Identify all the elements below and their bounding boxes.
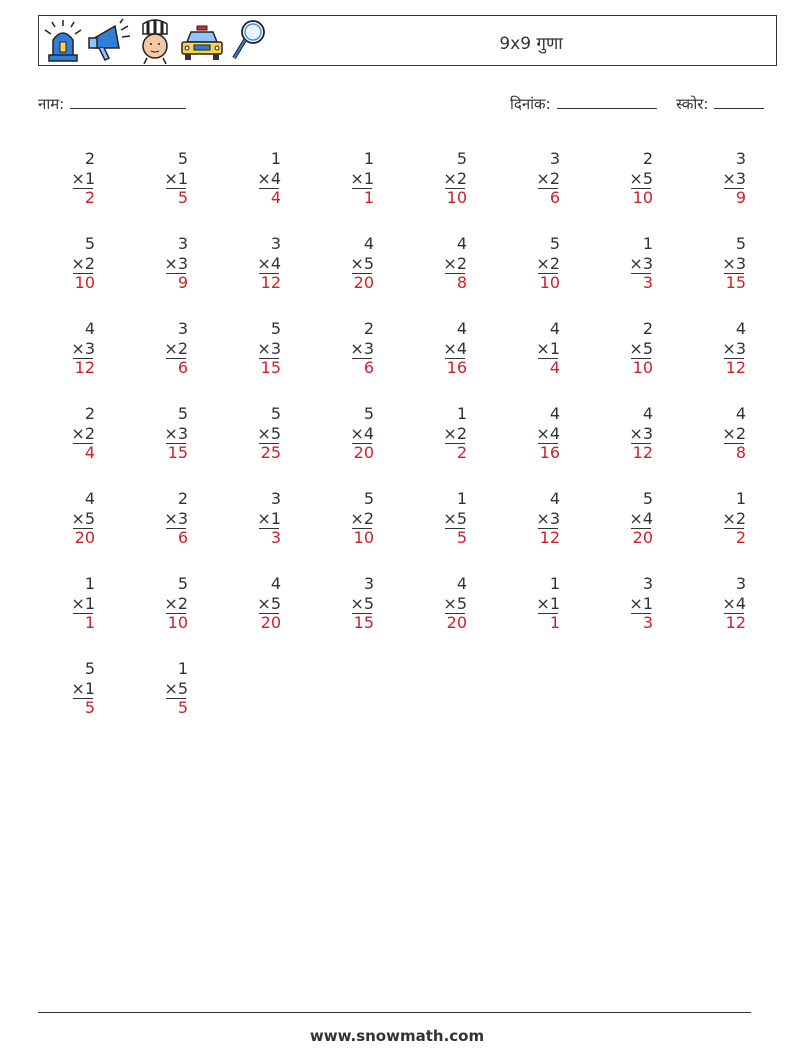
answer: 4 xyxy=(549,358,560,377)
multiplier: ×3 xyxy=(164,423,188,443)
problem-item xyxy=(508,234,560,293)
answer: 3 xyxy=(642,613,653,632)
multiplicand: 1 xyxy=(549,574,560,593)
multiplicand: 3 xyxy=(735,149,746,168)
problem-item xyxy=(43,489,95,548)
multiplicand: 4 xyxy=(270,574,281,593)
multiplier: ×2 xyxy=(536,253,560,273)
multiplicand: 2 xyxy=(84,404,95,423)
answer: 10 xyxy=(74,273,95,292)
multiplier: ×4 xyxy=(443,338,467,358)
multiplier: ×2 xyxy=(443,253,467,273)
problem-item xyxy=(136,149,188,208)
problem-item xyxy=(229,149,281,208)
multiplicand: 4 xyxy=(456,574,467,593)
problem-item xyxy=(136,489,188,548)
answer: 1 xyxy=(363,188,374,207)
problem-item xyxy=(415,319,467,378)
multiplier: ×1 xyxy=(71,593,95,613)
multiplicand: 5 xyxy=(363,404,374,423)
answer: 3 xyxy=(642,273,653,292)
multiplicand: 1 xyxy=(177,659,188,678)
multiplier: ×1 xyxy=(71,678,95,698)
answer: 12 xyxy=(260,273,281,292)
multiplicand: 4 xyxy=(363,234,374,253)
answer: 10 xyxy=(353,528,374,547)
multiplier: ×5 xyxy=(350,253,374,273)
problem-item xyxy=(601,319,653,378)
multiplier: ×4 xyxy=(629,508,653,528)
multiplicand: 3 xyxy=(363,574,374,593)
multiplier: ×3 xyxy=(350,338,374,358)
multiplier: ×3 xyxy=(71,338,95,358)
multiplier: ×2 xyxy=(71,423,95,443)
multiplicand: 2 xyxy=(84,149,95,168)
answer: 25 xyxy=(260,443,281,462)
multiplicand: 5 xyxy=(270,404,281,423)
multiplicand: 2 xyxy=(642,149,653,168)
multiplier: ×1 xyxy=(71,168,95,188)
answer: 16 xyxy=(539,443,560,462)
answer: 20 xyxy=(260,613,281,632)
problem-item xyxy=(415,489,467,548)
multiplicand: 3 xyxy=(642,574,653,593)
answer: 4 xyxy=(84,443,95,462)
problem-item xyxy=(694,574,746,633)
multiplicand: 4 xyxy=(549,404,560,423)
multiplier: ×3 xyxy=(629,423,653,443)
answer: 12 xyxy=(74,358,95,377)
multiplier: ×2 xyxy=(443,423,467,443)
multiplier: ×1 xyxy=(536,338,560,358)
answer: 12 xyxy=(632,443,653,462)
multiplicand: 5 xyxy=(363,489,374,508)
answer: 10 xyxy=(632,188,653,207)
answer: 20 xyxy=(353,273,374,292)
answer: 6 xyxy=(549,188,560,207)
answer: 12 xyxy=(725,613,746,632)
problem-item xyxy=(694,234,746,293)
multiplier: ×5 xyxy=(71,508,95,528)
problem-item xyxy=(136,574,188,633)
multiplier: ×2 xyxy=(722,508,746,528)
problem-item xyxy=(508,404,560,463)
answer: 8 xyxy=(735,443,746,462)
multiplicand: 5 xyxy=(735,234,746,253)
answer: 2 xyxy=(735,528,746,547)
multiplier: ×1 xyxy=(164,168,188,188)
multiplicand: 4 xyxy=(456,319,467,338)
problem-item xyxy=(322,319,374,378)
multiplier: ×3 xyxy=(164,253,188,273)
multiplier: ×4 xyxy=(257,168,281,188)
multiplicand: 1 xyxy=(456,489,467,508)
problem-item xyxy=(43,404,95,463)
multiplicand: 4 xyxy=(84,319,95,338)
answer: 16 xyxy=(446,358,467,377)
multiplicand: 3 xyxy=(270,489,281,508)
multiplier: ×4 xyxy=(350,423,374,443)
answer: 20 xyxy=(353,443,374,462)
name-label: नाम: xyxy=(38,95,65,113)
multiplicand: 2 xyxy=(363,319,374,338)
multiplier: ×2 xyxy=(443,168,467,188)
problem-item xyxy=(601,404,653,463)
multiplier: ×1 xyxy=(629,593,653,613)
answer: 10 xyxy=(446,188,467,207)
multiplicand: 3 xyxy=(735,574,746,593)
problem-item xyxy=(694,319,746,378)
footer-url[interactable]: www.snowmath.com xyxy=(309,1027,485,1045)
problem-item xyxy=(508,574,560,633)
multiplicand: 3 xyxy=(177,319,188,338)
multiplicand: 4 xyxy=(84,489,95,508)
answer: 9 xyxy=(735,188,746,207)
problem-item xyxy=(508,149,560,208)
answer: 15 xyxy=(353,613,374,632)
problem-item xyxy=(136,319,188,378)
multiplier: ×3 xyxy=(629,253,653,273)
multiplier: ×5 xyxy=(164,678,188,698)
multiplier: ×5 xyxy=(257,593,281,613)
multiplicand: 4 xyxy=(642,404,653,423)
problem-item xyxy=(508,489,560,548)
answer: 6 xyxy=(177,358,188,377)
multiplicand: 1 xyxy=(270,149,281,168)
multiplier: ×5 xyxy=(443,508,467,528)
problem-item xyxy=(415,574,467,633)
problem-item xyxy=(229,489,281,548)
problem-item xyxy=(415,404,467,463)
problem-item xyxy=(229,319,281,378)
problem-item xyxy=(694,489,746,548)
multiplier: ×5 xyxy=(350,593,374,613)
problem-item xyxy=(601,234,653,293)
problem-item xyxy=(136,404,188,463)
problem-item xyxy=(322,489,374,548)
problem-item xyxy=(229,234,281,293)
multiplier: ×5 xyxy=(629,168,653,188)
answer: 10 xyxy=(632,358,653,377)
multiplicand: 2 xyxy=(642,319,653,338)
answer: 15 xyxy=(725,273,746,292)
multiplicand: 3 xyxy=(177,234,188,253)
multiplicand: 4 xyxy=(456,234,467,253)
date-label: दिनांक: xyxy=(510,95,551,113)
answer: 20 xyxy=(632,528,653,547)
answer: 12 xyxy=(725,358,746,377)
problem-item xyxy=(601,149,653,208)
problem-item xyxy=(601,489,653,548)
multiplier: ×1 xyxy=(536,593,560,613)
answer: 5 xyxy=(84,698,95,717)
multiplicand: 5 xyxy=(84,659,95,678)
multiplicand: 4 xyxy=(735,404,746,423)
problem-item xyxy=(322,149,374,208)
multiplier: ×2 xyxy=(536,168,560,188)
multiplicand: 5 xyxy=(84,234,95,253)
worksheet-title: 9x9 गुणा xyxy=(499,34,563,54)
multiplicand: 5 xyxy=(549,234,560,253)
multiplier: ×1 xyxy=(257,508,281,528)
problem-item xyxy=(322,234,374,293)
answer: 3 xyxy=(270,528,281,547)
answer: 2 xyxy=(456,443,467,462)
multiplicand: 1 xyxy=(456,404,467,423)
answer: 9 xyxy=(177,273,188,292)
multiplicand: 3 xyxy=(270,234,281,253)
problem-item xyxy=(43,319,95,378)
multiplier: ×3 xyxy=(536,508,560,528)
problem-item xyxy=(136,659,188,718)
problem-item xyxy=(43,234,95,293)
multiplier: ×5 xyxy=(257,423,281,443)
multiplicand: 3 xyxy=(549,149,560,168)
problem-item xyxy=(136,234,188,293)
multiplier: ×4 xyxy=(536,423,560,443)
multiplier: ×2 xyxy=(71,253,95,273)
problem-item xyxy=(415,234,467,293)
multiplicand: 4 xyxy=(549,489,560,508)
multiplicand: 2 xyxy=(177,489,188,508)
multiplier: ×4 xyxy=(722,593,746,613)
multiplier: ×5 xyxy=(629,338,653,358)
multiplier: ×5 xyxy=(443,593,467,613)
problem-item xyxy=(322,404,374,463)
answer: 2 xyxy=(84,188,95,207)
answer: 8 xyxy=(456,273,467,292)
multiplicand: 1 xyxy=(363,149,374,168)
problem-item xyxy=(508,319,560,378)
multiplier: ×1 xyxy=(350,168,374,188)
multiplicand: 4 xyxy=(549,319,560,338)
problem-item xyxy=(229,574,281,633)
problem-item xyxy=(415,149,467,208)
answer: 12 xyxy=(539,528,560,547)
problem-item xyxy=(43,659,95,718)
multiplier: ×2 xyxy=(164,338,188,358)
multiplicand: 5 xyxy=(177,404,188,423)
answer: 6 xyxy=(363,358,374,377)
multiplier: ×4 xyxy=(257,253,281,273)
multiplicand: 5 xyxy=(177,574,188,593)
problem-item xyxy=(322,574,374,633)
multiplier: ×2 xyxy=(164,593,188,613)
footer-divider xyxy=(38,1012,751,1013)
answer: 5 xyxy=(177,188,188,207)
problem-item xyxy=(694,404,746,463)
multiplier: ×3 xyxy=(164,508,188,528)
answer: 5 xyxy=(177,698,188,717)
multiplicand: 5 xyxy=(270,319,281,338)
multiplier: ×3 xyxy=(722,338,746,358)
answer: 1 xyxy=(84,613,95,632)
problem-item xyxy=(43,149,95,208)
answer: 10 xyxy=(167,613,188,632)
problem-item xyxy=(229,404,281,463)
answer: 20 xyxy=(446,613,467,632)
answer: 4 xyxy=(270,188,281,207)
problem-item xyxy=(694,149,746,208)
score-label: स्कोर: xyxy=(676,95,709,113)
answer: 6 xyxy=(177,528,188,547)
multiplicand: 1 xyxy=(642,234,653,253)
problem-item xyxy=(43,574,95,633)
multiplicand: 1 xyxy=(84,574,95,593)
multiplicand: 4 xyxy=(735,319,746,338)
answer: 5 xyxy=(456,528,467,547)
answer: 1 xyxy=(549,613,560,632)
multiplier: ×3 xyxy=(722,168,746,188)
multiplier: ×2 xyxy=(722,423,746,443)
answer: 15 xyxy=(167,443,188,462)
multiplicand: 5 xyxy=(456,149,467,168)
multiplicand: 5 xyxy=(177,149,188,168)
multiplicand: 5 xyxy=(642,489,653,508)
multiplier: ×2 xyxy=(350,508,374,528)
problem-item xyxy=(601,574,653,633)
multiplier: ×3 xyxy=(257,338,281,358)
answer: 20 xyxy=(74,528,95,547)
multiplicand: 1 xyxy=(735,489,746,508)
multiplier: ×3 xyxy=(722,253,746,273)
answer: 10 xyxy=(539,273,560,292)
answer: 15 xyxy=(260,358,281,377)
